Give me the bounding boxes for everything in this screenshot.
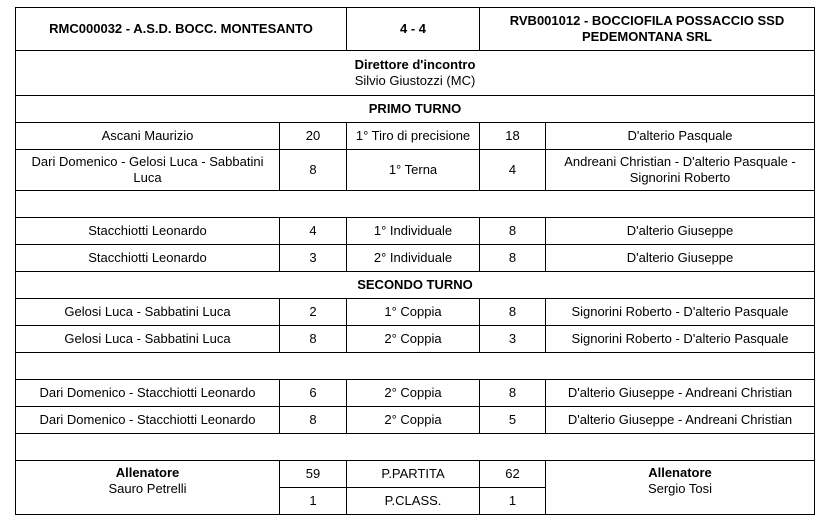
match-sheet xyxy=(15,7,815,515)
home-player: Dari Domenico - Stacchiotti Leonardo xyxy=(16,407,280,434)
home-class-points: 1 xyxy=(280,488,347,515)
home-score: 8 xyxy=(280,407,347,434)
away-player: Signorini Roberto - D'alterio Pasquale xyxy=(546,299,815,326)
header-row xyxy=(16,8,815,51)
home-score: 3 xyxy=(280,245,347,272)
away-player: Andreani Christian - D'alterio Pasquale - Signorini Roberto xyxy=(546,150,815,191)
home-coach-cell xyxy=(16,461,280,515)
away-score: 4 xyxy=(480,150,546,191)
home-player: Dari Domenico - Stacchiotti Leonardo xyxy=(16,380,280,407)
table-row xyxy=(16,326,815,353)
home-player: Ascani Maurizio xyxy=(16,123,280,150)
game-type: 2° Coppia xyxy=(347,326,480,353)
away-player: Signorini Roberto - D'alterio Pasquale xyxy=(546,326,815,353)
spacer-cell xyxy=(16,353,815,380)
home-player: Stacchiotti Leonardo xyxy=(16,218,280,245)
home-score: 6 xyxy=(280,380,347,407)
game-type: 2° Coppia xyxy=(347,380,480,407)
first-turn-heading-row xyxy=(16,96,815,123)
away-score: 3 xyxy=(480,326,546,353)
away-class-points: 1 xyxy=(480,488,546,515)
table-row xyxy=(16,218,815,245)
home-score: 20 xyxy=(280,123,347,150)
spacer-row xyxy=(16,191,815,218)
away-player: D'alterio Giuseppe - Andreani Christian xyxy=(546,380,815,407)
away-score: 18 xyxy=(480,123,546,150)
class-label: P.CLASS. xyxy=(347,488,480,515)
home-player: Dari Domenico - Gelosi Luca - Sabbatini Luca xyxy=(16,150,280,191)
away-score: 8 xyxy=(480,380,546,407)
game-type: 2° Individuale xyxy=(347,245,480,272)
home-score: 8 xyxy=(280,326,347,353)
away-player: D'alterio Giuseppe xyxy=(546,218,815,245)
home-score: 2 xyxy=(280,299,347,326)
table-row xyxy=(16,245,815,272)
away-score: 8 xyxy=(480,299,546,326)
away-player: D'alterio Giuseppe xyxy=(546,245,815,272)
home-player: Stacchiotti Leonardo xyxy=(16,245,280,272)
home-coach-label: Allenatore xyxy=(115,465,180,480)
away-partita-points: 62 xyxy=(480,461,546,488)
home-score: 8 xyxy=(280,150,347,191)
home-player: Gelosi Luca - Sabbatini Luca xyxy=(16,326,280,353)
home-player: Gelosi Luca - Sabbatini Luca xyxy=(16,299,280,326)
director-cell xyxy=(16,51,815,96)
home-coach-name: Sauro Petrelli xyxy=(108,481,187,496)
away-team: RVB001012 - BOCCIOFILA POSSACCIO SSD PEDEMONTANA SRL xyxy=(480,8,815,51)
table-row xyxy=(16,407,815,434)
second-turn-title: SECONDO TURNO xyxy=(16,272,815,299)
away-score: 8 xyxy=(480,218,546,245)
away-score: 8 xyxy=(480,245,546,272)
away-coach-name: Sergio Tosi xyxy=(647,481,713,496)
spacer-row xyxy=(16,353,815,380)
table-row xyxy=(16,123,815,150)
game-type: 2° Coppia xyxy=(347,407,480,434)
spacer-row xyxy=(16,434,815,461)
home-team: RMC000032 - A.S.D. BOCC. MONTESANTO xyxy=(16,8,347,51)
first-turn-title: PRIMO TURNO xyxy=(16,96,815,123)
away-score: 5 xyxy=(480,407,546,434)
table-row xyxy=(16,299,815,326)
director-row xyxy=(16,51,815,96)
game-type: 1° Terna xyxy=(347,150,480,191)
table-row xyxy=(16,380,815,407)
away-coach-cell xyxy=(546,461,815,515)
away-player: D'alterio Giuseppe - Andreani Christian xyxy=(546,407,815,434)
game-type: 1° Individuale xyxy=(347,218,480,245)
spacer-cell xyxy=(16,191,815,218)
spacer-cell xyxy=(16,434,815,461)
home-partita-points: 59 xyxy=(280,461,347,488)
table-row xyxy=(16,150,815,191)
home-score: 4 xyxy=(280,218,347,245)
second-turn-heading-row xyxy=(16,272,815,299)
footer-row-partita xyxy=(16,461,815,488)
partita-label: P.PARTITA xyxy=(347,461,480,488)
game-type: 1° Coppia xyxy=(347,299,480,326)
away-player: D'alterio Pasquale xyxy=(546,123,815,150)
director-name: Silvio Giustozzi (MC) xyxy=(354,73,476,88)
match-score: 4 - 4 xyxy=(347,8,480,51)
game-type: 1° Tiro di precisione xyxy=(347,123,480,150)
director-label: Direttore d'incontro xyxy=(354,57,476,72)
away-coach-label: Allenatore xyxy=(648,465,712,480)
